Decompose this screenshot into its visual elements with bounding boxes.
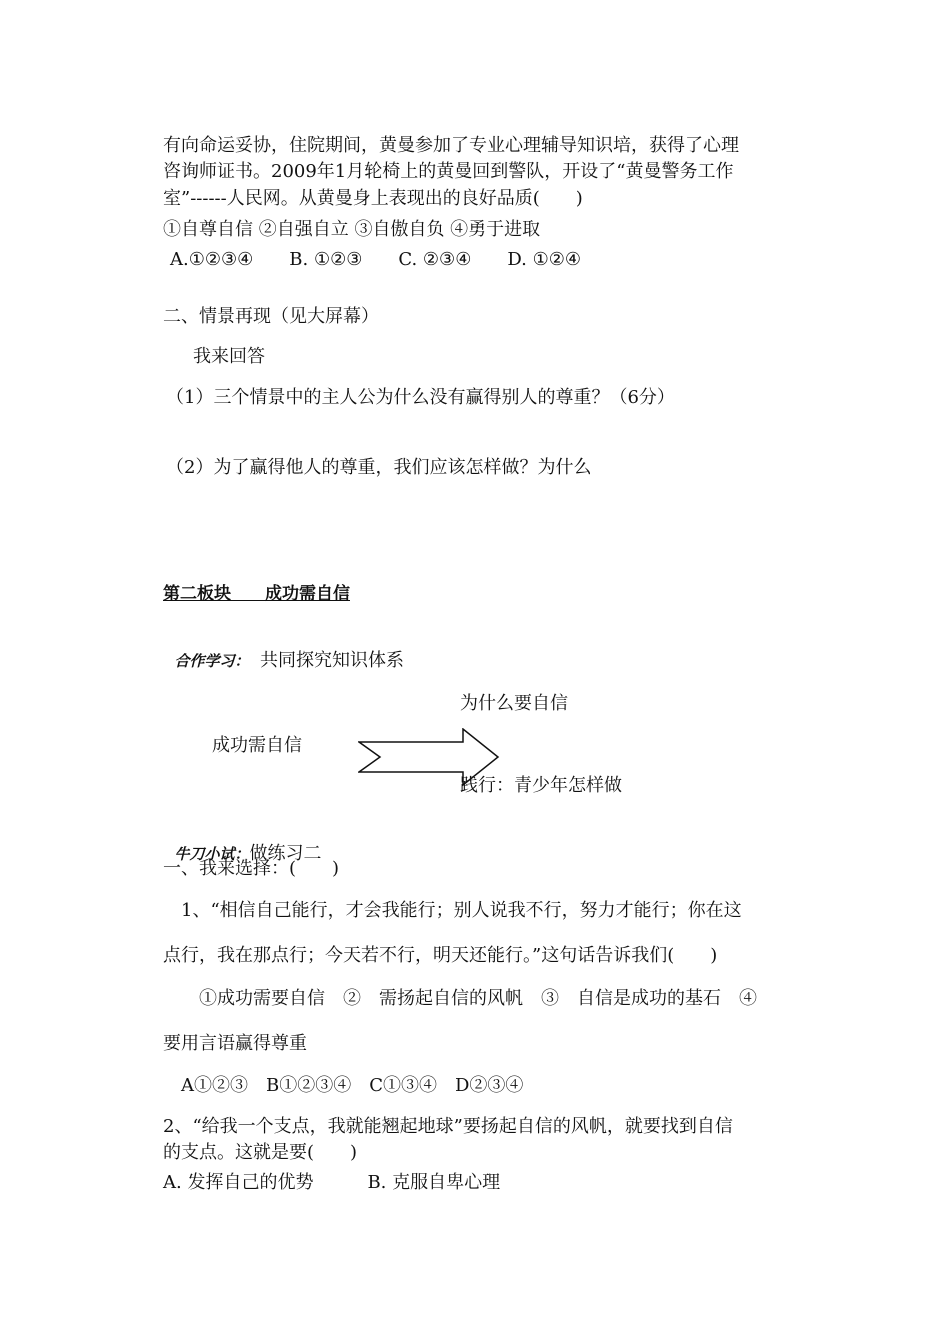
practice-label: 牛刀小试： bbox=[174, 845, 250, 863]
quiz-q2-line2: 的支点。这就是要( ) bbox=[163, 1142, 358, 1163]
quiz-q2-line1: 2、“给我一个支点，我就能翘起地球”要扬起自信的风帆，就要找到自信 bbox=[163, 1116, 733, 1137]
intro-answers: A.①②③④ B. ①②③ C. ②③④ D. ①②④ bbox=[170, 249, 581, 270]
intro-line-1: 有向命运妥协，住院期间，黄曼参加了专业心理辅导知识培，获得了心理 bbox=[163, 135, 739, 156]
intro-line-3: 室”------人民网。从黄曼身上表现出的良好品质( ) bbox=[163, 188, 583, 209]
coop-label: 合作学习： bbox=[174, 652, 242, 670]
quiz-q1-line1: 1、“相信自己能行，才会我能行；别人说我不行，努力才能行；你在这 bbox=[163, 900, 742, 921]
coop-row bbox=[163, 622, 404, 674]
section2-q1: （1）三个情景中的主人公为什么没有赢得别人的尊重？（6分） bbox=[166, 387, 675, 408]
section2-q2: （2）为了赢得他人的尊重，我们应该怎样做？为什么 bbox=[166, 457, 592, 478]
quiz-title: 一、我来选择：( ) bbox=[163, 858, 340, 879]
diagram-top-right: 为什么要自信 bbox=[460, 693, 568, 714]
intro-line-2: 咨询师证书。2009年1月轮椅上的黄曼回到警队，开设了“黄曼警务工作 bbox=[163, 161, 734, 182]
quiz-q1-line2: 点行，我在那点行；今天若不行，明天还能行。”这句话告诉我们( ) bbox=[163, 945, 718, 966]
quiz-q1-options-2: 要用言语赢得尊重 bbox=[163, 1033, 307, 1054]
practice-text: 做练习二 bbox=[249, 843, 322, 864]
quiz-q1-options-1: ①成功需要自信 ② 需扬起自信的风帆 ③ 自信是成功的基石 ④ bbox=[163, 988, 757, 1009]
diagram-bottom-right: 践行：青少年怎样做 bbox=[460, 775, 622, 796]
coop-text: 共同探究知识体系 bbox=[241, 650, 404, 671]
quiz-q2-answers: A. 发挥自己的优势 B. 克服自卑心理 bbox=[163, 1172, 501, 1193]
section2-title: 二、情景再现（见大屏幕） bbox=[163, 306, 379, 327]
intro-options: ①自尊自信 ②自强自立 ③自傲自负 ④勇于进取 bbox=[163, 219, 541, 240]
block2-title: 第二板块 成功需自信 bbox=[163, 584, 350, 604]
diagram-left: 成功需自信 bbox=[212, 735, 302, 756]
section2-sub: 我来回答 bbox=[193, 346, 265, 367]
quiz-q1-answers: A①②③ B①②③④ C①③④ D②③④ bbox=[163, 1075, 524, 1096]
